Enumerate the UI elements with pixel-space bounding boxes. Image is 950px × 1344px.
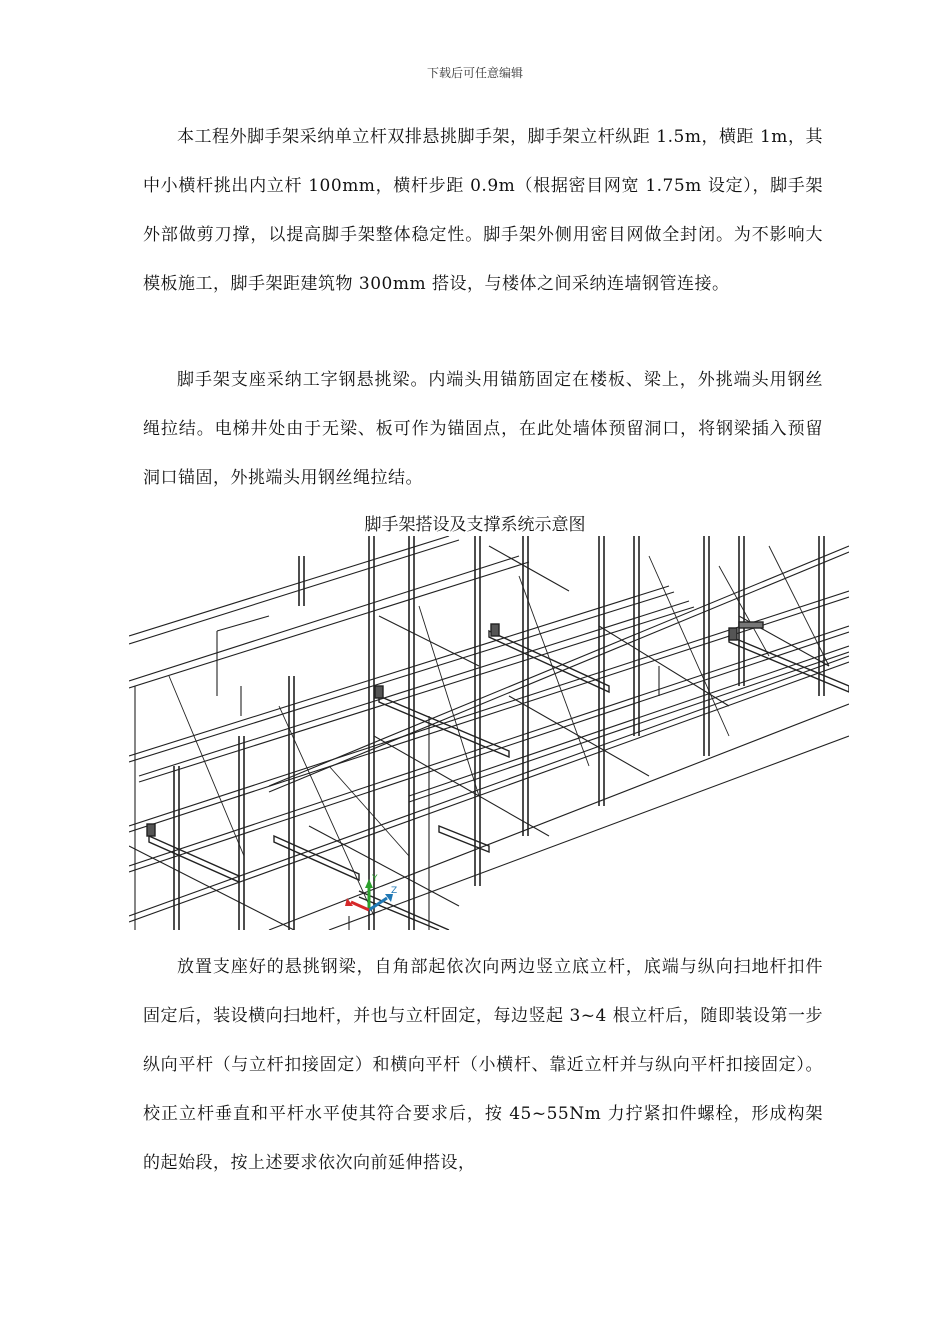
paragraph-erection-sequence: 放置支座好的悬挑钢梁，自角部起依次向两边竖立底立杆，底端与纵向扫地杆扣件固定后，装设横向扫地杆，并也与立杆固定，每边竖起 3~4 根立杆后，随即装设第一步纵向平杆（与立杆扣接固定）和横向平杆（小横杆、靠近立杆并与纵向平杆扣接固定）。校正立杆垂直和平杆水平使其符合要求后，按 45~55Nm 力拧紧扣件螺栓，形成构架的起始段，按上述要求依次向前延伸搭设， [143,957,823,1173]
page-header: 下载后可任意编辑 [426,66,523,80]
figure-caption: 脚手架搭设及支撑系统示意图 [364,515,586,535]
paragraph-scaffold-spec: 本工程外脚手架采纳单立杆双排悬挑脚手架，脚手架立杆纵距 1.5m，横距 1m，其中小横杆挑出内立杆 100mm，横杆步距 0.9m（根据密目网宽 1.75m 设定），脚手架外部做剪刀撑，以提高脚手架整体稳定性。脚手架外侧用密目网做全封闭。为不影响大模板施工，脚手架距建筑物 300mm 搭设，与楼体之间采纳连墙钢管连接。 [143,127,823,294]
axis-z-label: Z [391,886,398,896]
paragraph-support-beam: 脚手架支座采纳工字钢悬挑梁。内端头用锚筋固定在楼板、梁上，外挑端头用钢丝绳拉结。电梯井处由于无梁、板可作为锚固点，在此处墙体预留洞口，将钢梁插入预留洞口锚固，外挑端头用钢丝绳拉结。 [143,370,823,488]
building-outline [129,536,849,930]
axis-y-label: Y [372,874,378,884]
scaffold-diagram [129,536,849,930]
